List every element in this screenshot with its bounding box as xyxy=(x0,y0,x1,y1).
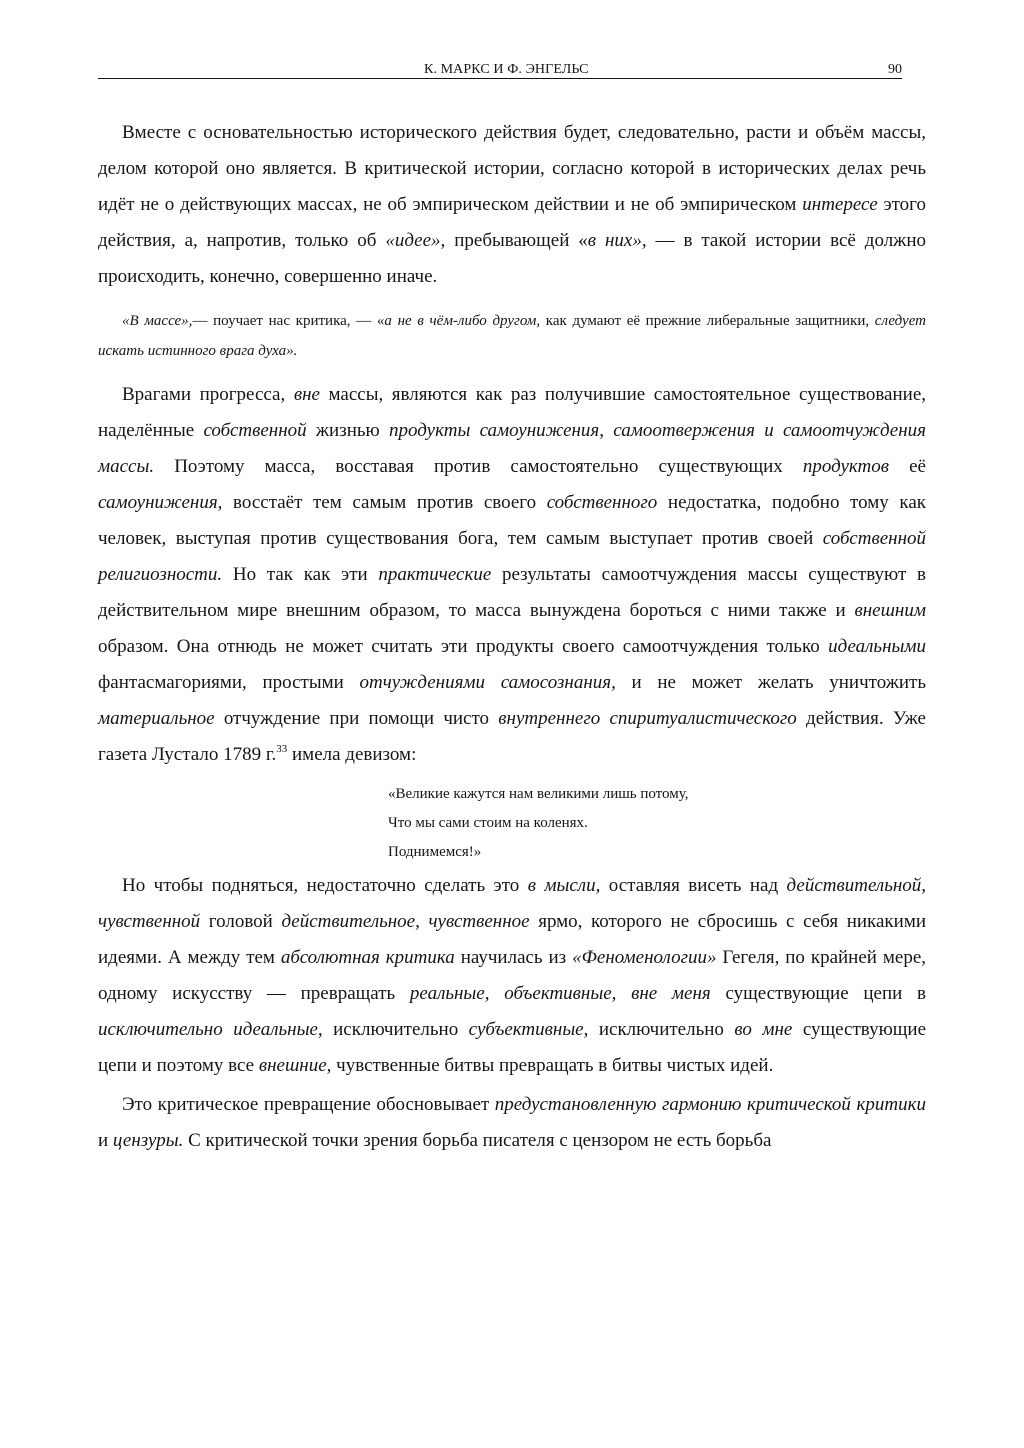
verse-line-2: Что мы сами стоим на коленях. xyxy=(388,815,588,831)
paragraph-1: Вместе с основательностью исторического действия будет, следовательно, расти и объём массы, делом которой оно является. В критической истории, согласно которой в исторических делах речь идёт не о действующих массах, не об эмпирическом действии и не об эмпирическом интересе этого действия, а, напротив, только об «идее», пребывающей «в них», — в такой истории всё должно происходить, конечно, совершенно иначе. xyxy=(98,122,927,287)
block-quote: «В массе»,— поучает нас критика, — «а не в чём-либо другом, как думают её прежние либеральные защитники, следует искать истинного врага духа». xyxy=(98,313,926,359)
verse-line-3: Поднимемся!» xyxy=(388,844,482,860)
paragraph-4: Это критическое превращение обосновывает предустановленную гармонию критической критики и цензуры. С критической точки зрения борьба писателя с цензором не есть борьба xyxy=(98,1094,926,1151)
verse-epigraph xyxy=(388,780,926,867)
footnote-ref[interactable]: 33 xyxy=(276,743,288,755)
running-header xyxy=(98,62,902,79)
paragraph-2: Врагами прогресса, вне массы, являются как раз получившие самостоятельное существование, наделённые собственной жизнью продукты самоунижения, самоотвержения и самоотчуждения массы. Поэтому масса, восставая против самостоятельно существующих продуктов её самоунижения, восстаёт тем самым против своего собственного недостатка, подобно тому как человек, выступая против существования бога, тем самым выступает против своей собственной религиозности. Но так как эти практические результаты самоотчуждения массы существуют в действительном мире внешним образом, то масса вынуждена бороться с ними также и внешним образом. Она отнюдь не может считать эти продукты своего самоотчуждения только идеальными фантасмагориями, простыми отчуждениями самосознания, и не может желать уничтожить материальное отчуждение при помощи чисто внутреннего спиритуалистического действия. Уже газета Лустало 1789 г.$^{33}$ имела девизом: xyxy=(98,384,927,765)
header-author: К. МАРКС И Ф. ЭНГЕЛЬС xyxy=(424,62,589,77)
paragraph-3: Но чтобы подняться, недостаточно сделать это в мысли, оставляя висеть над действительной, чувственной головой действительное, чувственное ярмо, которого не сбросишь с себя никакими идеями. А между тем абсолютная критика научилась из «Феноменологии» Гегеля, по крайней мере, одному искусству — превращать реальные, объективные, вне меня существующие цепи в исключительно идеальные, исключительно субъективные, исключительно во мне существующие цепи и поэтому все внешние, чувственные битвы превращать в битвы чистых идей. xyxy=(98,875,927,1076)
verse-line-1: «Великие кажутся нам великими лишь потому, xyxy=(388,786,689,802)
document-body xyxy=(98,115,926,1159)
page-number: 90 xyxy=(888,62,902,77)
